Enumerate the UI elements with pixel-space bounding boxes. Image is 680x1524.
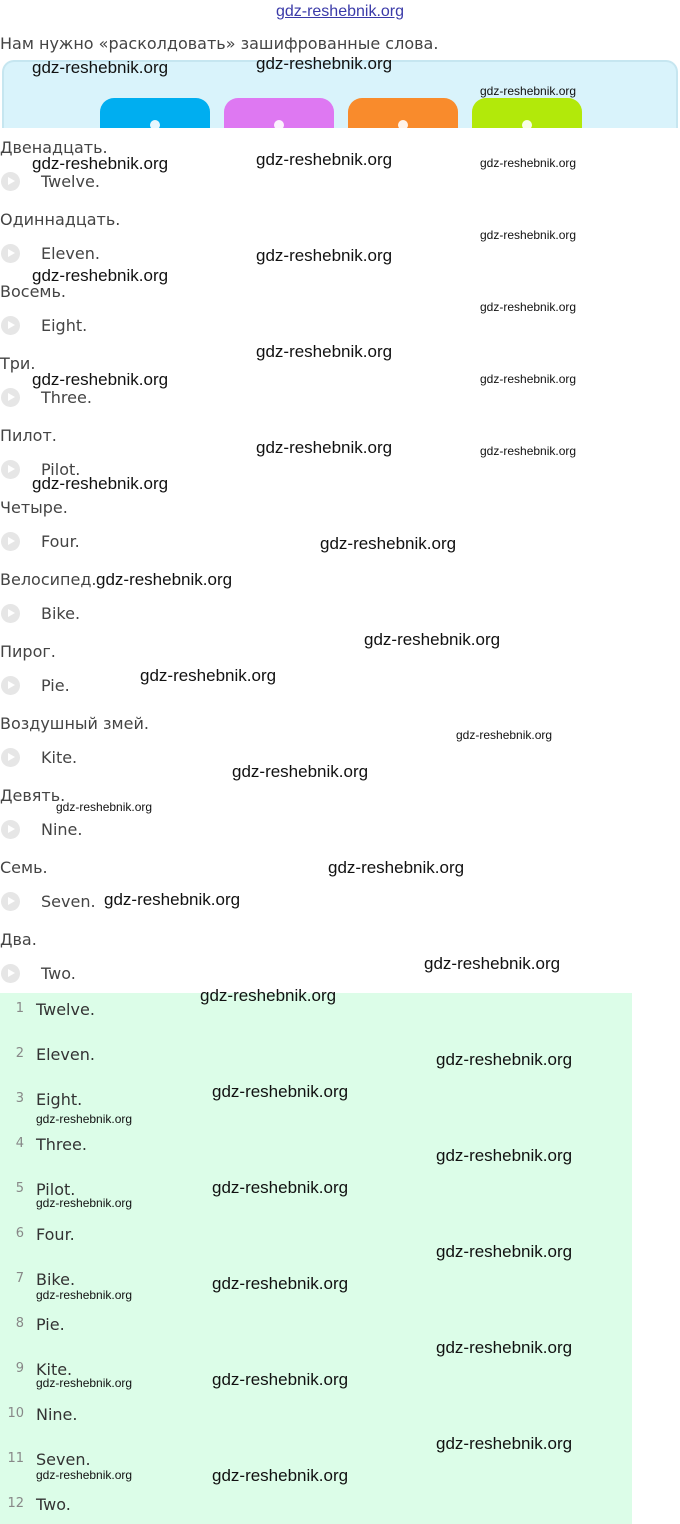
answer-word: Eight. bbox=[36, 1090, 83, 1109]
play-audio-icon[interactable] bbox=[1, 172, 20, 191]
play-audio-icon[interactable] bbox=[1, 820, 20, 839]
english-word: Seven. bbox=[41, 892, 96, 911]
watermark-text: gdz-reshebnik.org bbox=[480, 372, 577, 386]
watermark-text: gdz-reshebnik.org bbox=[212, 1466, 349, 1485]
watermark-text: gdz-reshebnik.org bbox=[212, 1274, 349, 1293]
russian-word: Пирог. bbox=[0, 642, 56, 661]
word-entry bbox=[0, 570, 680, 642]
answer-word: Bike. bbox=[36, 1270, 76, 1289]
russian-word: Семь. bbox=[0, 858, 48, 877]
cipher-panel bbox=[2, 60, 678, 128]
russian-word: Одиннадцать. bbox=[0, 210, 121, 229]
answer-row bbox=[0, 1219, 632, 1249]
english-word: Bike. bbox=[41, 604, 81, 623]
watermark-text: gdz-reshebnik.org bbox=[436, 1146, 573, 1165]
watermark-text: gdz-reshebnik.org bbox=[32, 154, 169, 173]
answer-word: Eleven. bbox=[36, 1045, 95, 1064]
cipher-glyph-icon bbox=[274, 120, 284, 128]
answer-word: Pilot. bbox=[36, 1180, 76, 1199]
answer-number: 5 bbox=[15, 1181, 24, 1196]
russian-word: Четыре. bbox=[0, 498, 68, 517]
watermark-text: gdz-reshebnik.org bbox=[436, 1050, 573, 1069]
watermark-text: gdz-reshebnik.org bbox=[56, 800, 153, 814]
answer-word: Seven. bbox=[36, 1450, 91, 1469]
play-audio-icon[interactable] bbox=[1, 676, 20, 695]
watermark-text: gdz-reshebnik.org bbox=[480, 156, 577, 170]
answer-number: 7 bbox=[15, 1271, 24, 1286]
answer-number: 8 bbox=[15, 1316, 24, 1331]
answer-number: 4 bbox=[15, 1136, 24, 1151]
cipher-tile bbox=[472, 98, 582, 128]
english-word: Twelve. bbox=[41, 172, 100, 191]
play-audio-icon[interactable] bbox=[1, 316, 20, 335]
watermark-text: gdz-reshebnik.org bbox=[456, 728, 553, 742]
watermark-text: gdz-reshebnik.org bbox=[212, 1370, 349, 1389]
answer-row bbox=[0, 994, 632, 1024]
russian-word: Двенадцать. bbox=[0, 138, 108, 157]
watermark-text: gdz-reshebnik.org bbox=[32, 474, 169, 493]
answer-word: Nine. bbox=[36, 1405, 78, 1424]
answer-row bbox=[0, 1489, 632, 1519]
word-entry bbox=[0, 354, 680, 426]
answer-row bbox=[0, 1354, 632, 1384]
russian-word: Воздушный змей. bbox=[0, 714, 149, 733]
answer-number: 10 bbox=[7, 1406, 24, 1421]
watermark-text: gdz-reshebnik.org bbox=[424, 954, 561, 973]
watermark-text: gdz-reshebnik.org bbox=[256, 150, 393, 169]
english-word: Kite. bbox=[41, 748, 78, 767]
answer-row bbox=[0, 1309, 632, 1339]
english-word: Eight. bbox=[41, 316, 88, 335]
watermark-text: gdz-reshebnik.org bbox=[212, 1082, 349, 1101]
answer-row bbox=[0, 1399, 632, 1429]
watermark-text: gdz-reshebnik.org bbox=[480, 300, 577, 314]
english-word: Pilot. bbox=[41, 460, 81, 479]
answer-number: 11 bbox=[7, 1451, 24, 1466]
answer-number: 2 bbox=[15, 1046, 24, 1061]
watermark-text: gdz-reshebnik.org bbox=[320, 534, 457, 553]
watermark-text: gdz-reshebnik.org bbox=[200, 986, 337, 1005]
word-entry bbox=[0, 714, 680, 786]
answer-row bbox=[0, 1039, 632, 1069]
watermark-text: gdz-reshebnik.org bbox=[436, 1242, 573, 1261]
cipher-glyph-icon bbox=[522, 120, 532, 128]
watermark-text: gdz-reshebnik.org bbox=[32, 58, 169, 77]
word-entry bbox=[0, 426, 680, 498]
answer-list bbox=[0, 993, 632, 1524]
watermark-text: gdz-reshebnik.org bbox=[36, 1376, 133, 1390]
answer-word: Three. bbox=[36, 1135, 87, 1154]
watermark-text: gdz-reshebnik.org bbox=[36, 1468, 133, 1482]
english-word: Three. bbox=[41, 388, 92, 407]
answer-word: Four. bbox=[36, 1225, 75, 1244]
cipher-glyph-icon bbox=[398, 120, 408, 128]
word-entry bbox=[0, 210, 680, 282]
cipher-tile bbox=[224, 98, 334, 128]
watermark-text: gdz-reshebnik.org bbox=[232, 762, 369, 781]
english-word: Nine. bbox=[41, 820, 83, 839]
play-audio-icon[interactable] bbox=[1, 460, 20, 479]
russian-word: Три. bbox=[0, 354, 36, 373]
answer-word: Two. bbox=[36, 1495, 71, 1514]
answer-row bbox=[0, 1084, 632, 1114]
watermark-text: gdz-reshebnik.org bbox=[256, 342, 393, 361]
watermark-text: gdz-reshebnik.org bbox=[328, 858, 465, 877]
russian-word: Велосипед. bbox=[0, 570, 97, 589]
play-audio-icon[interactable] bbox=[1, 532, 20, 551]
answer-number: 3 bbox=[15, 1091, 24, 1106]
site-link[interactable]: gdz-reshebnik.org bbox=[275, 3, 405, 20]
word-entry bbox=[0, 930, 680, 1002]
answer-word: Twelve. bbox=[36, 1000, 95, 1019]
watermark-text: gdz-reshebnik.org bbox=[480, 444, 577, 458]
watermark-text: gdz-reshebnik.org bbox=[96, 570, 233, 589]
answer-number: 1 bbox=[15, 1001, 24, 1016]
word-entry bbox=[0, 138, 680, 210]
english-word: Eleven. bbox=[41, 244, 100, 263]
watermark-text: gdz-reshebnik.org bbox=[364, 630, 501, 649]
watermark-text: gdz-reshebnik.org bbox=[104, 890, 241, 909]
word-entry bbox=[0, 282, 680, 354]
answer-row bbox=[0, 1174, 632, 1204]
russian-word: Пилот. bbox=[0, 426, 57, 445]
answer-word: Pie. bbox=[36, 1315, 65, 1334]
watermark-text: gdz-reshebnik.org bbox=[480, 228, 577, 242]
russian-word: Восемь. bbox=[0, 282, 66, 301]
cipher-glyph-icon bbox=[150, 120, 160, 128]
watermark-text: gdz-reshebnik.org bbox=[212, 1178, 349, 1197]
cipher-tile bbox=[100, 98, 210, 128]
answer-row bbox=[0, 1444, 632, 1474]
play-audio-icon[interactable] bbox=[1, 964, 20, 983]
answer-number: 6 bbox=[15, 1226, 24, 1241]
play-audio-icon[interactable] bbox=[1, 388, 20, 407]
word-entry bbox=[0, 786, 680, 858]
russian-word: Девять. bbox=[0, 786, 66, 805]
watermark-text: gdz-reshebnik.org bbox=[436, 1338, 573, 1357]
task-instruction: Нам нужно «расколдовать» зашифрованные слова. bbox=[0, 34, 439, 53]
answer-row bbox=[0, 1264, 632, 1294]
word-entry bbox=[0, 498, 680, 570]
word-entry bbox=[0, 858, 680, 930]
watermark-text: gdz-reshebnik.org bbox=[32, 370, 169, 389]
word-entry bbox=[0, 642, 680, 714]
english-word: Two. bbox=[41, 964, 76, 983]
watermark-text: gdz-reshebnik.org bbox=[480, 84, 577, 98]
answer-number: 9 bbox=[15, 1361, 24, 1376]
watermark-text: gdz-reshebnik.org bbox=[140, 666, 277, 685]
play-audio-icon[interactable] bbox=[1, 244, 20, 263]
cipher-tile bbox=[348, 98, 458, 128]
answer-row bbox=[0, 1129, 632, 1159]
play-audio-icon[interactable] bbox=[1, 748, 20, 767]
play-audio-icon[interactable] bbox=[1, 892, 20, 911]
watermark-text: gdz-reshebnik.org bbox=[436, 1434, 573, 1453]
english-word: Pie. bbox=[41, 676, 70, 695]
watermark-text: gdz-reshebnik.org bbox=[36, 1112, 133, 1126]
watermark-text: gdz-reshebnik.org bbox=[256, 438, 393, 457]
english-word: Four. bbox=[41, 532, 80, 551]
russian-word: Два. bbox=[0, 930, 37, 949]
answer-word: Kite. bbox=[36, 1360, 73, 1379]
watermark-text: gdz-reshebnik.org bbox=[256, 54, 393, 73]
watermark-text: gdz-reshebnik.org bbox=[256, 246, 393, 265]
watermark-text: gdz-reshebnik.org bbox=[36, 1196, 133, 1210]
watermark-text: gdz-reshebnik.org bbox=[32, 266, 169, 285]
answer-number: 12 bbox=[7, 1496, 24, 1511]
play-audio-icon[interactable] bbox=[1, 604, 20, 623]
watermark-text: gdz-reshebnik.org bbox=[36, 1288, 133, 1302]
